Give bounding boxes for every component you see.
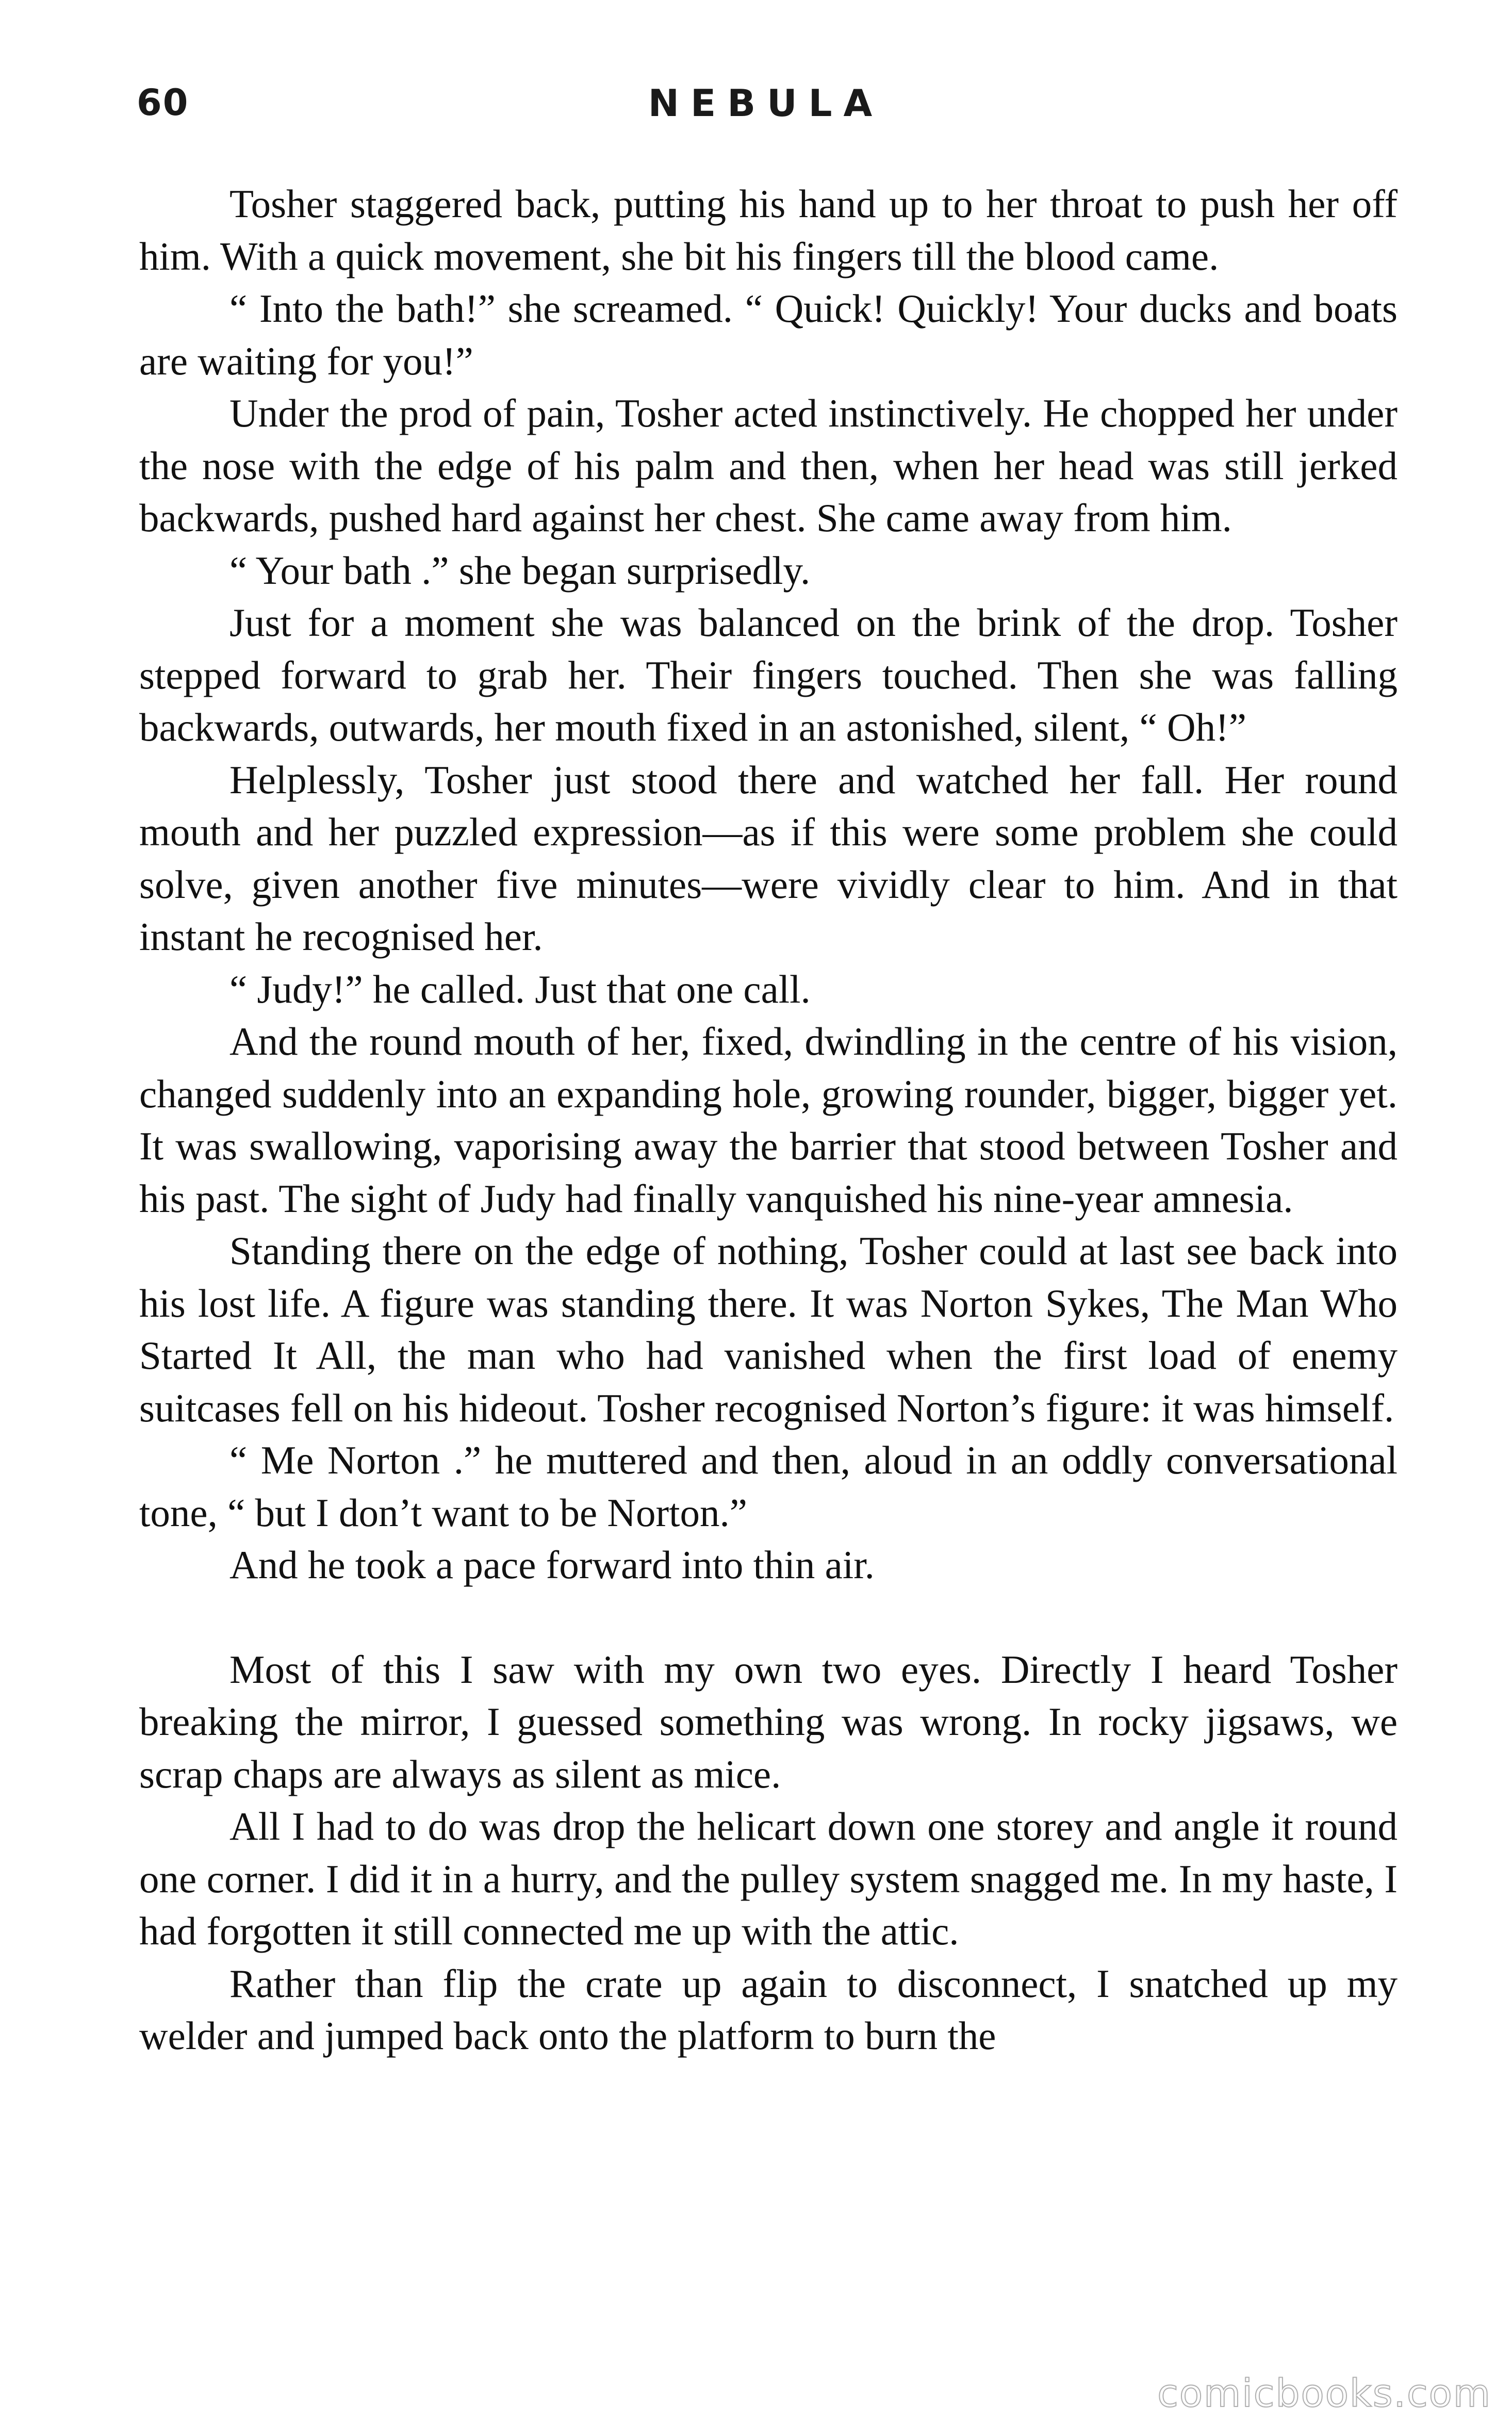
page-number: 60 (137, 81, 189, 124)
paragraph: And he took a pace forward into thin air. (229, 1543, 875, 1587)
watermark: comicbooks.com (1157, 2371, 1491, 2416)
paragraph: Helplessly, Tosher just stood there and watched her fall. Her round mouth and her puzzled expression—as if this were some problem she could solve, given another five minutes—were vividly clear to him. And in that instant he recognised her. (139, 757, 1398, 959)
paragraph: “ Judy!” he called. Just that one call. (229, 967, 811, 1011)
body-text (139, 178, 1398, 2062)
paragraph: Standing there on the edge of nothing, Tosher could at last see back into his lost life. A figure was standing there. It was Norton Sykes, The Man Who Started It All, the man who had vanished when the first load of enemy suitcases fell on his hideout. Tosher recognised Norton’s figure: it was himself. (139, 1229, 1398, 1430)
running-title: NEBULA (648, 81, 884, 125)
paragraph: And the round mouth of her, fixed, dwindling in the centre of his vision, changed suddenly into an expanding hole, growing rounder, bigger, bigger yet. It was swallowing, vaporising away the barrier that stood between Tosher and his past. The sight of Judy had finally vanquished his nine-year amnesia. (139, 1019, 1398, 1221)
page-header (137, 81, 1395, 133)
paragraph: All I had to do was drop the helicart down one storey and angle it round one corner. I did it in a hurry, and the pulley system snagged me. In my haste, I had forgotten it still connected me up with the attic. (139, 1804, 1398, 1953)
section-break (139, 1592, 1398, 1644)
paragraph: Just for a moment she was balanced on the brink of the drop. Tosher stepped forward to grab her. Their fingers touched. Then she was falling backwards, outwards, her mouth fixed in an astonished, silent, “ Oh!” (139, 600, 1398, 749)
paragraph: “ Me Norton .” he muttered and then, aloud in an oddly conversational tone, “ but I don’t want to be Norton.” (139, 1438, 1398, 1535)
paragraph: Under the prod of pain, Tosher acted instinctively. He chopped her under the nose with the edge of his palm and then, when her head was still jerked backwards, pushed hard against her chest. She came away from him. (139, 391, 1398, 540)
paragraph: Rather than flip the crate up again to disconnect, I snatched up my welder and jumped back onto the platform to burn the (139, 1961, 1398, 2058)
paragraph: Most of this I saw with my own two eyes. Directly I heard Tosher breaking the mirror, I guessed something was wrong. In rocky jigsaws, we scrap chaps are always as silent as mice. (139, 1647, 1398, 1796)
paragraph: “ Into the bath!” she screamed. “ Quick! Quickly! Your ducks and boats are waiting for you!” (139, 286, 1398, 383)
paragraph: Tosher staggered back, putting his hand up to her throat to push her off him. With a quick movement, she bit his fingers till the blood came. (139, 182, 1398, 279)
paragraph: “ Your bath .” she began surprisedly. (229, 548, 811, 593)
